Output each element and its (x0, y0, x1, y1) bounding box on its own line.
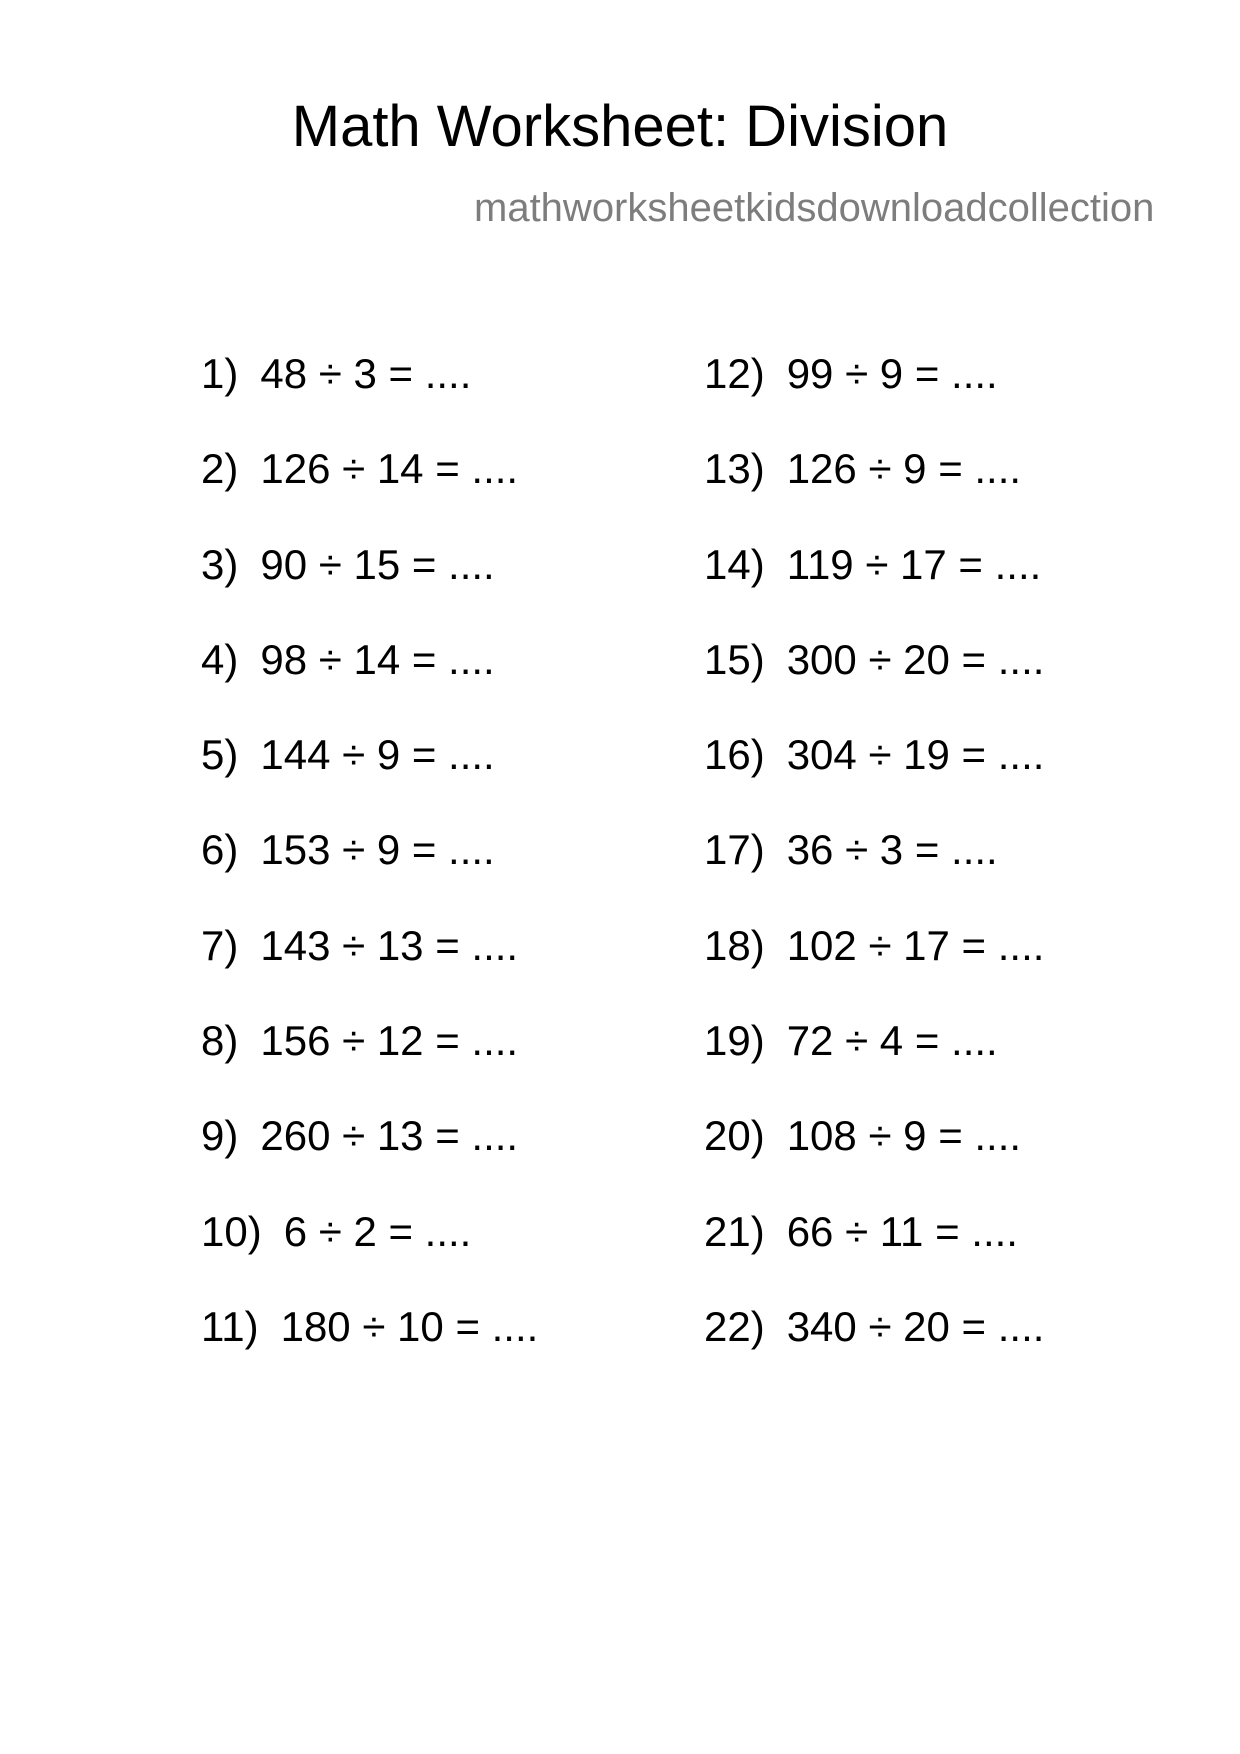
problem-number: 2) (201, 445, 239, 493)
problem-number: 14) (704, 540, 765, 588)
problem-item (201, 1112, 538, 1210)
problem-item (201, 445, 538, 543)
problem-number: 4) (201, 635, 239, 683)
problem-expression: 99 ÷ 9 = .... (786, 350, 998, 397)
problem-expression: 102 ÷ 17 = .... (786, 921, 1045, 969)
problem-expression: 143 ÷ 13 = .... (260, 921, 519, 969)
problem-number: 6) (201, 826, 239, 874)
problem-item (704, 921, 1045, 1020)
problem-number: 15) (704, 635, 765, 683)
problem-item (201, 731, 538, 829)
problem-item (704, 1207, 1044, 1306)
problem-expression: 6 ÷ 2 = .... (283, 1207, 472, 1255)
problem-number: 10) (201, 1207, 262, 1255)
problem-expression: 180 ÷ 10 = .... (280, 1302, 539, 1350)
problems-column-right (704, 350, 1045, 1401)
problem-number: 20) (704, 1112, 765, 1160)
problem-item (201, 540, 538, 639)
problem-number: 13) (704, 445, 765, 493)
problem-number: 17) (704, 826, 765, 874)
problem-expression: 90 ÷ 15 = .... (260, 540, 495, 588)
problem-item (201, 635, 538, 734)
problem-number: 1) (201, 350, 239, 397)
problem-expression: 304 ÷ 19 = .... (786, 731, 1045, 779)
problem-number: 7) (201, 921, 239, 969)
problem-item (201, 1207, 538, 1306)
problem-item (704, 350, 1044, 448)
problem-item (201, 1302, 539, 1401)
problem-expression: 126 ÷ 9 = .... (786, 445, 1022, 493)
problem-item (704, 1112, 1044, 1210)
problem-number: 19) (704, 1017, 765, 1065)
problem-number: 22) (704, 1302, 765, 1350)
problem-expression: 108 ÷ 9 = .... (786, 1112, 1022, 1160)
problem-expression: 260 ÷ 13 = .... (260, 1112, 519, 1160)
problem-number: 18) (704, 921, 765, 969)
problem-number: 3) (201, 540, 239, 588)
problem-item (704, 445, 1044, 543)
problem-expression: 144 ÷ 9 = .... (260, 731, 495, 779)
problem-expression: 153 ÷ 9 = .... (260, 826, 495, 874)
problem-number: 9) (201, 1112, 239, 1160)
problem-number: 5) (201, 731, 239, 779)
problem-item (704, 731, 1045, 829)
problem-expression: 72 ÷ 4 = .... (786, 1017, 998, 1065)
problem-item (201, 350, 538, 448)
problem-expression: 126 ÷ 14 = .... (260, 445, 519, 493)
problem-item (704, 1302, 1045, 1401)
problem-item (704, 1017, 1044, 1115)
problem-item (201, 1017, 538, 1115)
problem-item (704, 826, 1044, 924)
problem-item (704, 635, 1045, 734)
problem-item (704, 540, 1044, 639)
problem-number: 8) (201, 1017, 239, 1065)
problems-column-left (201, 350, 539, 1401)
problem-expression: 156 ÷ 12 = .... (260, 1017, 519, 1065)
problem-expression: 300 ÷ 20 = .... (786, 635, 1045, 683)
problem-expression: 36 ÷ 3 = .... (786, 826, 998, 874)
problem-number: 16) (704, 731, 765, 779)
problem-expression: 119 ÷ 17 = .... (786, 540, 1042, 588)
problem-expression: 98 ÷ 14 = .... (260, 635, 495, 683)
worksheet-title: Math Worksheet: Division (291, 94, 949, 159)
problem-expression: 48 ÷ 3 = .... (260, 350, 472, 397)
problem-number: 11) (201, 1302, 259, 1350)
problem-item (201, 921, 538, 1020)
problem-expression: 340 ÷ 20 = .... (786, 1302, 1045, 1350)
problem-expression: 66 ÷ 11 = .... (786, 1207, 1018, 1255)
worksheet-subtitle: mathworksheetkidsdownloadcollection (474, 186, 1155, 230)
problem-number: 12) (704, 350, 765, 397)
problem-number: 21) (704, 1207, 765, 1255)
problem-item (201, 826, 538, 924)
